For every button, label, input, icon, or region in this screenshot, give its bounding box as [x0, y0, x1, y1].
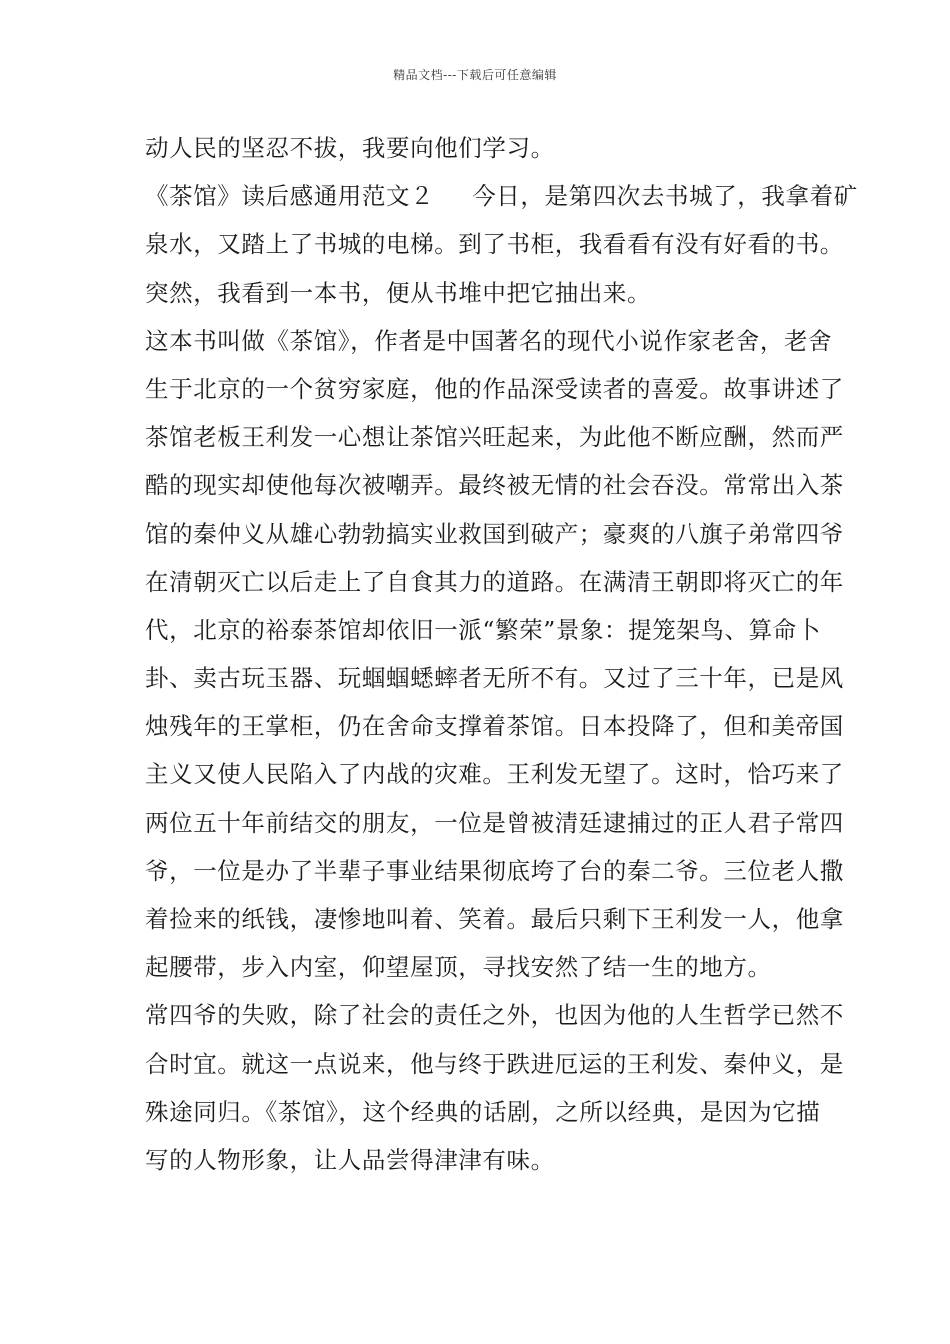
document-body: [145, 124, 858, 1184]
text-line: 合时宜。就这一点说来，他与终于跌进厄运的王利发、秦仲义，是: [145, 1049, 844, 1078]
text-line: 爷，一位是办了半辈子事业结果彻底垮了台的秦二爷。三位老人撒: [145, 856, 844, 885]
title-line-text: 今日，是第四次去书城了，我拿着矿: [472, 182, 858, 211]
text-line: 突然，我看到一本书，便从书堆中把它抽出来。: [145, 278, 652, 307]
text-line: 主义又使人民陷入了内战的灾难。王利发无望了。这时，恰巧来了: [145, 760, 844, 789]
text-line: 两位五十年前结交的朋友，一位是曾被清廷逮捕过的正人君子常四: [145, 808, 844, 837]
text-line: 烛残年的王掌柜，仍在舍命支撑着茶馆。日本投降了，但和美帝国: [145, 712, 844, 741]
text-line: 起腰带，步入内室，仰望屋顶，寻找安然了结一生的地方。: [145, 953, 772, 982]
text-line: 写的人物形象，让人品尝得津津有味。: [145, 1145, 555, 1174]
text-line: 茶馆老板王利发一心想让茶馆兴旺起来，为此他不断应酬，然而严: [145, 423, 844, 452]
text-line: 殊途同归。《茶馆》，这个经典的话剧，之所以经典，是因为它描: [145, 1097, 821, 1126]
text-line: 酷的现实却使他每次被嘲弄。最终被无情的社会吞没。常常出入茶: [145, 471, 844, 500]
text-line: 着捡来的纸钱，凄惨地叫着、笑着。最后只剩下王利发一人，他拿: [145, 905, 844, 933]
text-line: 在清朝灭亡以后走上了自食其力的道路。在满清王朝即将灭亡的年: [145, 567, 844, 596]
text-line: 泉水，又踏上了书城的电梯。到了书柜，我看看有没有好看的书。: [145, 230, 844, 259]
text-line: 常四爷的失败，除了社会的责任之外，也因为他的人生哲学已然不: [145, 1001, 844, 1030]
title-line: [145, 172, 858, 220]
text-line: 馆的秦仲义从雄心勃勃搞实业救国到破产；豪爽的八旗子弟常四爷: [145, 519, 844, 548]
text-line: 动人民的坚忍不拔，我要向他们学习。: [145, 134, 555, 162]
essay-title: 《茶馆》读后感通用范文２: [145, 182, 435, 211]
page-header: 精品文档---下载后可任意编辑: [393, 68, 557, 82]
text-line: 生于北京的一个贫穷家庭，他的作品深受读者的喜爱。故事讲述了: [145, 374, 844, 403]
text-line: 代，北京的裕泰茶馆却依旧一派“繁荣”景象：提笼架鸟、算命卜: [145, 615, 821, 644]
text-line: 卦、卖古玩玉器、玩蝈蝈蟋蟀者无所不有。又过了三十年，已是风: [145, 664, 844, 693]
text-line: 这本书叫做《茶馆》，作者是中国著名的现代小说作家老舍，老舍: [145, 326, 833, 355]
